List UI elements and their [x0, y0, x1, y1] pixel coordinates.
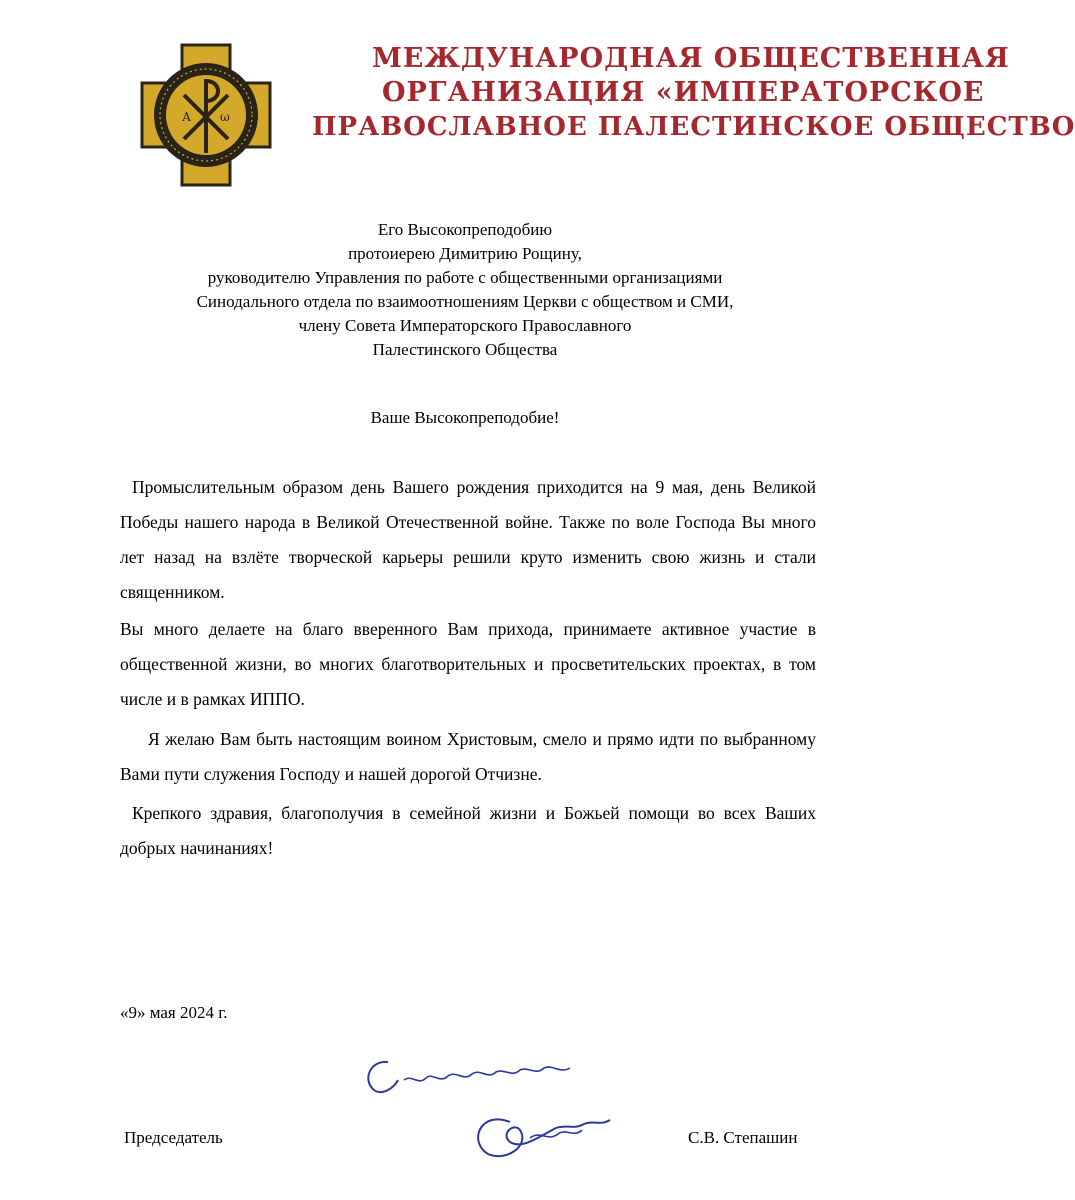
addressee-line: руководителю Управления по работе с общественными организациями [207, 268, 723, 287]
society-emblem-logo [142, 45, 270, 185]
organization-name [300, 42, 1075, 144]
handwritten-signature [360, 1050, 620, 1170]
addressee-block [100, 218, 830, 362]
signatory-role: Председатель [124, 1128, 223, 1147]
organization-name-line: ПРАВОСЛАВНОЕ ПАЛЕСТИНСКОЕ ОБЩЕСТВО [312, 112, 1075, 142]
organization-name-line: МЕЖДУНАРОДНАЯ ОБЩЕСТВЕННАЯ [372, 43, 1010, 74]
letter-date: «9» мая 2024 г. [120, 1003, 228, 1022]
letter-paragraph: Крепкого здравия, благополучия в семейной жизни и Божьей помощи во всех Ваших добрых начинаниях! [120, 802, 816, 858]
organization-name-line: ОРГАНИЗАЦИЯ «ИМПЕРАТОРСКОЕ [382, 77, 985, 108]
omega-letter: ω [220, 110, 230, 124]
alpha-letter: А [182, 110, 192, 124]
addressee-line: протоиерею Димитрию Рощину, [348, 244, 582, 263]
addressee-line: Его Высокопреподобию [377, 220, 553, 239]
addressee-line: Синодального отдела по взаимоотношениям Церкви с обществом и СМИ, [196, 292, 734, 311]
letter-paragraph: Я желаю Вам быть настоящим воином Христовым, смело и прямо идти по выбранному Вами пути служения Господу и нашей дорогой Отчизне. [120, 728, 816, 784]
addressee-line: Палестинского Общества [372, 340, 558, 359]
signatory-name: С.В. Степашин [688, 1128, 798, 1147]
addressee-line: члену Совета Императорского Православного [298, 316, 632, 335]
salutation: Ваше Высокопреподобие! [370, 408, 560, 427]
letter-paragraph: Промыслительным образом день Вашего рождения приходится на 9 мая, день Великой Победы нашего народа в Великой Отечественной войне. Также по воле Господа Вы много лет назад на взлёте творческой карьеры решили круто изменить свою жизнь и стали священником. [120, 476, 816, 602]
letter-paragraph: Вы много делаете на благо вверенного Вам прихода, принимаете активное участие в общественной жизни, во многих благотворительных и просветительских проектах, в том числе и в рамках ИППО. [120, 618, 816, 709]
